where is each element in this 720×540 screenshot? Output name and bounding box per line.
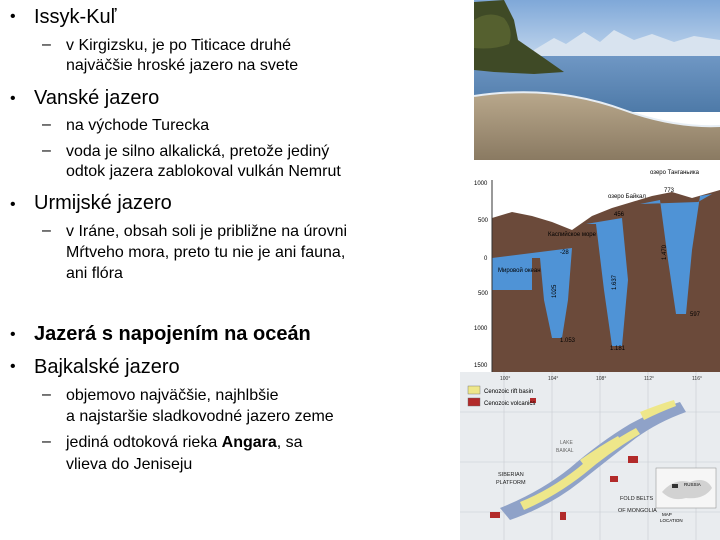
label-baikal: озеро Байкал [608, 194, 646, 200]
dash-mark: – [42, 116, 51, 133]
baikal-sub-2-pre: jediná odtoková rieka [66, 434, 222, 451]
bullet-baikal: Bajkalské jazero [34, 356, 180, 378]
van-sub-2-line-1: voda je silno alkalická, pretože jediný [66, 143, 330, 160]
bullet-dot: • [10, 326, 16, 343]
lon-label: 100° [500, 376, 511, 382]
value-1053: 1.053 [560, 338, 576, 344]
issyk-kul-photo [474, 0, 720, 160]
dash-mark: – [42, 386, 51, 403]
bullet-urmia: Urmijské jazero [34, 192, 172, 214]
bullet-ocean-lakes: Jazerá s napojením na oceán [34, 323, 311, 345]
bullet-van: Vanské jazero [34, 87, 160, 109]
dash-mark: – [42, 222, 51, 239]
baikal-sub-1-line-2: a najstaršie sladkovodné jazero zeme [66, 408, 334, 425]
axis-tick: 500 [478, 291, 489, 297]
axis-tick: 1500 [474, 363, 488, 369]
baikal-rift-map [460, 372, 720, 540]
legend-rift: Cenozoic rift basin [484, 389, 534, 395]
baikal-sub-2-line-1 [66, 433, 303, 452]
axis-tick: 0 [484, 256, 488, 262]
baikal-sub-2-post: , sa [276, 434, 303, 451]
lon-label: 116° [692, 376, 702, 382]
depth-caspian: 1025 [552, 284, 558, 298]
label-ocean: Мировой океан [498, 268, 541, 274]
label-caspian: Каспийское море [548, 232, 596, 238]
label-tanganyika: озеро Танганьика [650, 170, 699, 176]
label-location: LOCATION [660, 518, 683, 523]
angara-river: Angara [221, 434, 277, 451]
legend-volcanic: Cenozoic volcanics [484, 401, 536, 407]
urmia-line-3: ani flóra [66, 265, 123, 282]
axis-tick: 1000 [474, 326, 488, 332]
lake-depth-profile [472, 160, 720, 372]
dash-mark: – [42, 433, 51, 450]
label-baikal: BAIKAL [556, 448, 574, 454]
label-russia: RUSSIA [684, 482, 701, 487]
bullet-dot: • [10, 90, 16, 107]
dash-mark: – [42, 36, 51, 53]
bullet-dot: • [10, 196, 16, 213]
issyk-line-1: v Kirgizsku, je po Titicace druhé [66, 37, 291, 54]
bullet-issyk-kul: Issyk-Kuľ [34, 6, 117, 28]
urmia-line-1: v Iráne, obsah soli je približne na úrovni [66, 223, 348, 240]
lon-label: 108° [596, 376, 607, 382]
van-sub-2-line-2: odtok jazera zablokoval vulkán Nemrut [66, 163, 341, 180]
value-baikal: 456 [614, 212, 625, 218]
axis-tick: 500 [478, 218, 489, 224]
depth-tanganyika: 1.470 [662, 244, 668, 260]
bullet-dot: • [10, 8, 16, 25]
bullet-dot: • [10, 358, 16, 375]
lon-label: 112° [644, 376, 654, 382]
value-1181: 1.181 [610, 346, 626, 352]
dash-mark: – [42, 142, 51, 159]
baikal-sub-2-line-2: vlieva do Jeniseju [66, 456, 193, 473]
van-sub-1: na východe Turecka [66, 117, 210, 134]
label-mongolia: OF MONGOLIA [618, 508, 657, 514]
issyk-line-2: najväčšie hroské jazero na svete [66, 57, 299, 74]
axis-tick: 1000 [474, 181, 488, 187]
label-lake: LAKE [560, 440, 573, 446]
label-siberian: SIBERIAN [498, 472, 524, 478]
value-caspian: -28 [560, 250, 569, 256]
baikal-sub-1-line-1: objemovo najväčšie, najhlbšie [66, 387, 279, 404]
value-597: 597 [690, 312, 701, 318]
lon-label: 104° [548, 376, 559, 382]
value-tanganyika: 773 [664, 188, 675, 194]
label-platform: PLATFORM [496, 480, 526, 486]
urmia-line-2: Mŕtveho mora, preto tu nie je ani fauna, [66, 244, 346, 261]
label-map: MAP [662, 512, 672, 517]
label-fold: FOLD BELTS [620, 496, 654, 502]
depth-baikal: 1.637 [612, 274, 618, 290]
